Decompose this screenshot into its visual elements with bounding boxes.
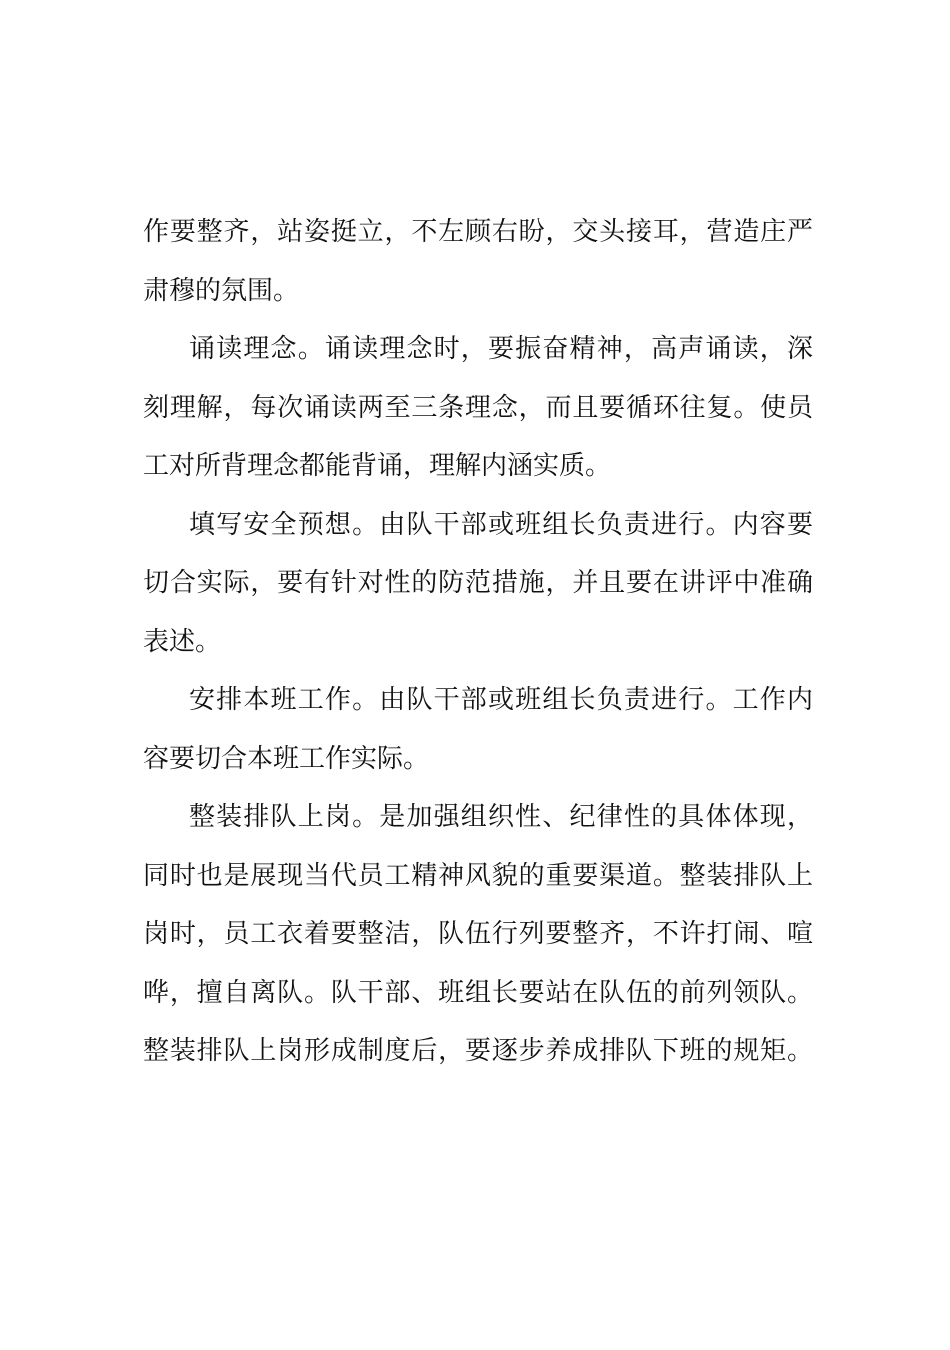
text-line: 表述。 (143, 626, 222, 657)
text-line: 哗，擅自离队。队干部、班组长要站在队伍的前列领队。 (143, 977, 813, 1008)
text-line: 整装排队上岗形成制度后，要逐步养成排队下班的规矩。 (143, 1036, 813, 1066)
text-line: 工对所背理念都能背诵，理解内涵实质。 (143, 451, 612, 481)
text-line: 容要切合本班工作实际。 (143, 743, 430, 774)
paragraph-start-line: 诵读理念。诵读理念时，要振奋精神，高声诵读，深 (189, 334, 813, 364)
text-line: 同时也是展现当代员工精神风貌的重要渠道。整装排队上 (143, 860, 813, 891)
paragraph-start-line: 整装排队上岗。是加强组织性、纪律性的具体体现， (189, 802, 813, 832)
paragraph-start-line: 安排本班工作。由队干部或班组长负责进行。工作内 (189, 685, 813, 715)
text-line: 刻理解，每次诵读两至三条理念，而且要循环往复。使员 (143, 392, 813, 423)
text-line: 肃穆的氛围。 (143, 275, 300, 306)
paragraph-start-line: 填写安全预想。由队干部或班组长负责进行。内容要 (189, 509, 813, 540)
text-line: 作要整齐，站姿挺立，不左顾右盼，交头接耳，营造庄严 (143, 217, 813, 247)
text-line: 切合实际，要有针对性的防范措施，并且要在讲评中准确 (143, 568, 813, 598)
text-line: 岗时，员工衣着要整洁，队伍行列要整齐，不许打闹、喧 (143, 919, 813, 949)
document-body (143, 203, 813, 1081)
